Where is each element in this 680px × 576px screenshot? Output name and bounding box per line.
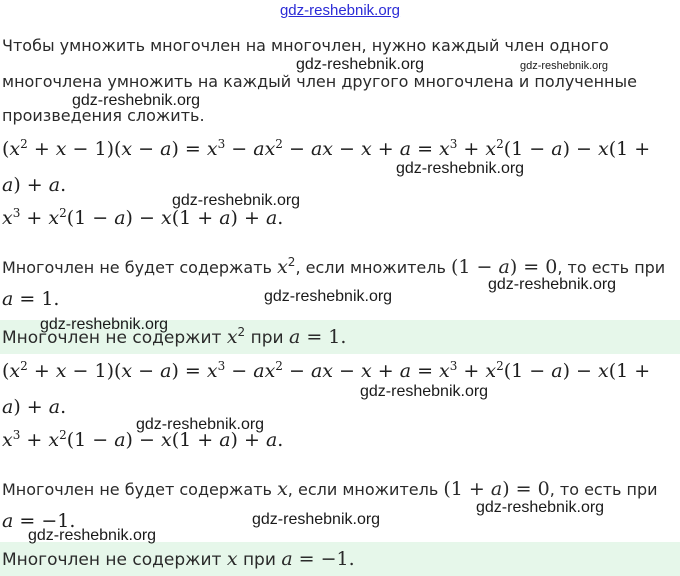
intro-line-1: Чтобы умножить многочлен на многочлен, нужно каждый член одного bbox=[2, 36, 609, 55]
case1-value: a = 1. bbox=[2, 288, 60, 310]
watermark: gdz-reshebnik.org bbox=[136, 416, 265, 433]
expansion2-line-2: a) + a. bbox=[2, 396, 67, 418]
case2-conclusion: Многочлен не содержит x при a = −1. bbox=[2, 548, 355, 570]
case1-condition: Многочлен не будет содержать $x^2$, если множитель (1 − a) = 0, то есть при bbox=[2, 255, 666, 278]
watermark: gdz-reshebnik.org bbox=[396, 160, 525, 177]
watermark: gdz-reshebnik.org bbox=[72, 92, 201, 109]
watermark: gdz-reshebnik.org bbox=[40, 316, 169, 333]
case2-conclusion-band bbox=[0, 542, 680, 576]
expansion-line-1: $(x^2 + x - 1)(x - a) = x^3 - ax^2$ − ax − $x + a = x^3 + x^2(1 - a) - x(1$ + bbox=[2, 137, 651, 160]
expansion2-line-1: $(x^2 + x - 1)(x - a) = x^3 - ax^2$ − ax − $x + a = x^3 + x^2(1 - a) - x(1$ + bbox=[2, 359, 651, 382]
watermark: gdz-reshebnik.org bbox=[28, 527, 157, 544]
case2-condition: Многочлен не будет содержать x, если множитель (1 + a) = 0, то есть при bbox=[2, 478, 658, 500]
watermark: gdz-reshebnik.org bbox=[476, 499, 605, 516]
watermark: gdz-reshebnik.org bbox=[264, 288, 393, 305]
expansion-line-2: a) + a. bbox=[2, 174, 67, 196]
expansion-result: $x^3 + x^2(1 - a) - x(1 + a) + a$. bbox=[2, 206, 284, 229]
intro-line-2: многочлена умножить на каждый член другого многочлена и полученные bbox=[2, 72, 637, 91]
expansion2-result: $x^3 + x^2(1 - a) - x(1 + a) + a$. bbox=[2, 428, 284, 451]
case2-value: a = −1. bbox=[2, 510, 76, 532]
watermark: gdz-reshebnik.org bbox=[488, 276, 617, 293]
watermark: gdz-reshebnik.org bbox=[172, 192, 301, 209]
watermark-link[interactable]: gdz-reshebnik.org bbox=[279, 2, 401, 19]
watermark: gdz-reshebnik.org bbox=[360, 383, 489, 400]
watermark: gdz-reshebnik.org bbox=[520, 60, 609, 72]
case1-conclusion: Многочлен не содержит $x^2$ при a = 1. bbox=[2, 325, 347, 348]
watermark: gdz-reshebnik.org bbox=[296, 56, 425, 73]
watermark: gdz-reshebnik.org bbox=[252, 511, 381, 528]
intro-line-3: произведения сложить. bbox=[2, 106, 205, 125]
